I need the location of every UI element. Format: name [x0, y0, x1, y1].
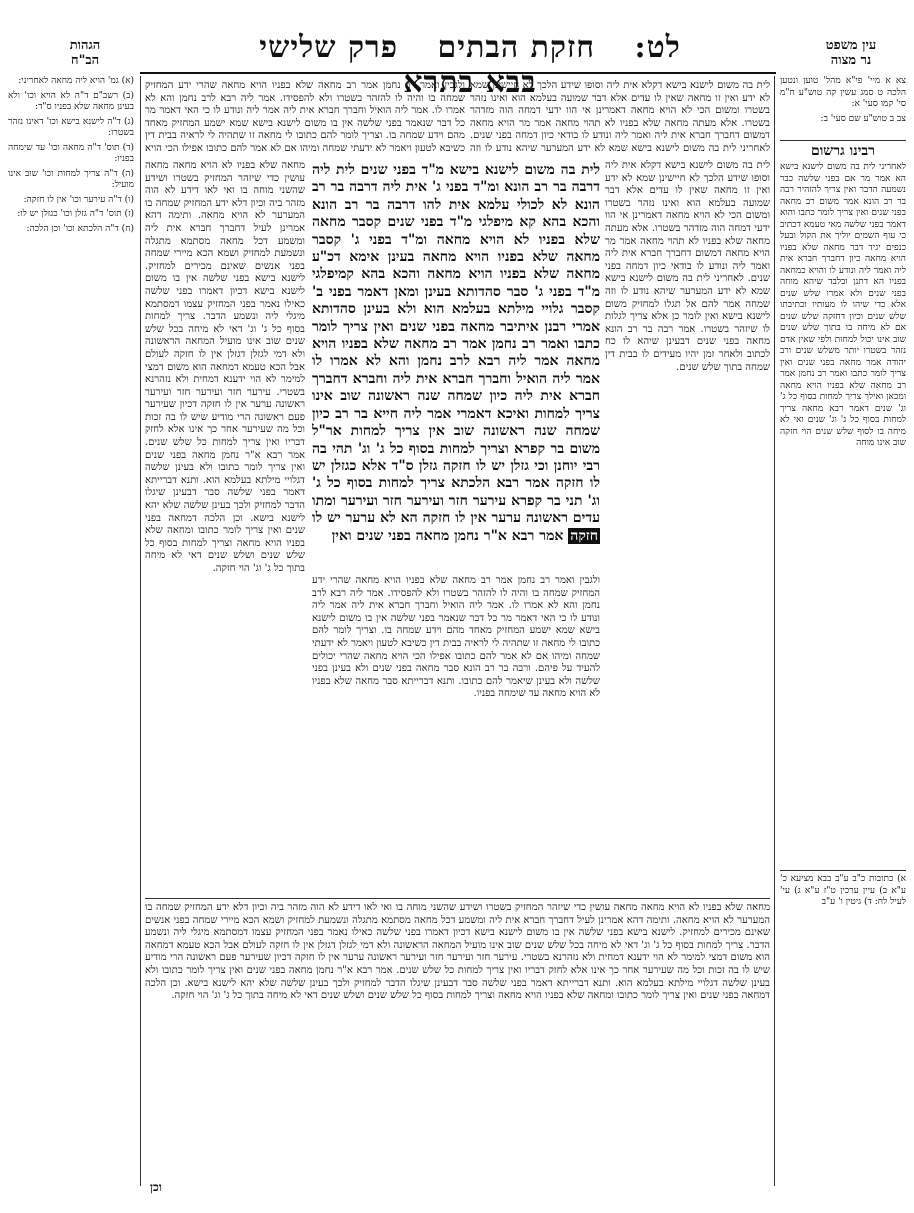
ein-mishpat [780, 76, 906, 136]
hagahot-entry: (ז) תוס' ד"ה גזלן וכו' כגזלן יש לו: [17, 209, 134, 219]
column-divider [140, 76, 141, 1186]
folio-number: לט: [634, 30, 681, 65]
catchword: וכן [150, 1180, 162, 1194]
rashbam-right-column: לית בה משום לישנא בישא דקלא אית ליה וסופו שידע הלכך לא חיישינן שמא לא ידע ואין זו מחאה שאין לו עדים אלא דבר שמועה בעלמא הוא ואינו נזהר בשטרו ומשום הכי לא הויא מחאה דאמרינן אי הוו ידעי דמחה הוה מזדהר בשטרו. אלא מעתה מחאה שלא בפניו לא תהוי מחאה אמר מר הויא מחאה דמשום דחברך חברא אית ליה ואמר ליה ונודע לו בודאי כיון דמחה בפני שנים. לאחריני לית בה משום לישנא בישא שמא לא ידע המערער שיהא נודע לו וזה שמחה אמר להם אל תגלו למחזיק משום לישנא בישא ואין לומר כן אלא צריך לגלות לו שיזהר בשטרו. אמר רבה בר רב הונא מחאה בפני שנים דבעינן שיהא לו כח לכתוב ולאחר זמן יהיו מעידים לו בבית דין שמחה בתוך שלש שנים. [605, 160, 770, 373]
rashbam-upper-left: ולגבין ואמר רב נחמן אמר רב מחאה שלא בפניו הויא מחאה שהרי ידע המחזיק שמחה בו והיה לו להזהר בשטרו ולא להפסידו. אמר ליה רבא לרב נחמן והא לא אמרו לו. אמר ליה הואיל וחברך חברא אית ליה אמר ליה ונודע לו כי האי דאמר מר כל דבר שנאמר בפני שלשה אין בו משום לישנא בישא שמא ישמע המחזיק מאחד מהם וידע שמחה בו. וצריך לומר להם כתובו לי מחאה זו שתהיה לי לראיה בבית דין כשיבא לטעון ויאמר לא ידעתי שמחה ומיהו אם לא אמר להם כתובו אפילו הכי הויא [145, 80, 465, 154]
hagahot-entry: (ח) ד"ה הלכתא וכו' וכן הלכה: [26, 223, 134, 234]
rashbam-upper-right: לית בה משום לישנא בישא דקלא אית ליה וסופו שידע הלכך לא חיישינן שמא לא ידע ואין זו מחאה שאין לו עדים אלא דבר שמועה בעלמא הוא ואינו נזהר בשטרו ומשום הכי לא הויא מחאה דאמרינן אי הוו ידעי דמחה הוה מזדהר בשטרו. אלא מעתה מחאה שלא בפניו לא תהוי מחאה אמר מר הויא מחאה דמשום דחברך חברא אית ליה ואמר ליה ונודע לו בודאי כיון דמחה בפני שנים. לאחריני לית בה משום לישנא בישא שמא לא ידע המערער שיהא נודע לו וזה [470, 80, 770, 154]
tosafot-bottom: מחאה שלא בפניו לא הויא מחאה מחאה עושין כדי שיזהר המחזיק בשטרו ושידע שהשני מוחה בו ואי לאו דידע לא הוה מזהר ביה וכיון דלא ידע המחזיק שמחה בו המערער לא הויא מחאה. ותימה דהא אמרינן לעיל דחברך חברא אית ליה ומשמע דכל מחאה מסתמא מתגלה ונשמעת למחזיק ושמא הכא מיירי שמחה בפני אנשים שאינם מכירים למחזיק. לישנא בישא בפני שלשה אין בו משום לישנא בישא דכיון דאמרו בפני שלשה כאילו נאמר בפני המחזיק עצמו דמסתמא מיגלי ליה ונשמע הדבר. צריך למחות בסוף כל ג' וג' דאי לא מיחה בכל שלש שנים שוב אינו מועיל המחאה הראשונה ולא דמי לגזלן דגזלן אין לו חזקה לעולם אבל הכא טעמא דמחאה הוא משום דמצי למימר לא הוי ידענא דמחית ולא נזהרנא בשטרי. עירער חזר ועירער חזר ועירער ראשונה ערער אין לו חזקה דכיון שעירער פעם ראשונה הרי מודיע שיש לו בה זכות וכל מה שעירער אחר כך אינו אלא לחזק דבריו ואין צריך למחות כל שלש שנים. אמר רבא א"ר נחמן מחאה בפני שנים ואין צריך לומר כתובו ולא בעינן שלשה דגלויי מילתא בעלמא הוא. ותנא דברייתא דאמר בפני שלשה סבר דבעינן שיגלו הדבר למחזיק ולכך בעינן שלשה שלא יהא לישנא בישא. וכן הלכה דמחאה בפני שנים ואין צריך לומר כתובו ומחאה שלא בפניו הויא מחאה וצריך למחות בסוף כל שלש שנים ושלש שנים דאי לא מיחה בתוך כל ג' וג' הוי חזקה. [145, 902, 770, 1002]
rabbenu-gershom-title: רבינו גרשום [810, 143, 876, 159]
hagahot-entry: (ה) ד"ה צריך למחות וכו' שוב אינו מועיל: [8, 168, 134, 190]
column-divider [774, 76, 775, 1186]
ein-mishpat-entry: צב ב טוש"ע שם סעי' ב: [820, 113, 906, 124]
hagahot-entry: (ד) תוס' ד"ה מחאה וכו' עד שימחה בפניו: [8, 142, 134, 164]
hagahot-list [8, 76, 134, 416]
hagahot-entry: (ו) ד"ה עירער וכו' אין לו חזקה: [23, 194, 134, 205]
tractate-name: בבא בתרא [403, 65, 537, 100]
tosafot-left-column: מחאה שלא בפניו לא הויא מחאה מחאה עושין כדי שיזהר המחזיק בשטרו ושידע שהשני מוחה בו ואי לאו דידע לא הוה מזהר ביה וכיון דלא ידע המחזיק שמחה בו המערער לא הויא מחאה. ותימה דהא אמרינן לעיל דחברך חברא אית ליה ומשמע דכל מחאה מסתמא מתגלה ונשמעת למחזיק ושמא הכא מיירי שמחה בפני אנשים שאינם מכירים למחזיק. לישנא בישא בפני שלשה אין בו משום לישנא בישא דכיון דאמרו בפני שלשה כאילו נאמר בפני המחזיק עצמו דמסתמא מיגלי ליה ונשמע הדבר. צריך למחות בסוף כל ג' וג' דאי לא מיחה בכל שלש שנים שוב אינו מועיל המחאה הראשונה ולא דמי לגזלן דגזלן אין לו חזקה לעולם אבל הכא טעמא דמחאה הוא משום דמצי למימר לא הוי ידענא דמחית ולא נזהרנא בשטרי. עירער חזר ועירער חזר ועירער ראשונה ערער אין לו חזקה דכיון שעירער פעם ראשונה הרי מודיע שיש לו בה זכות וכל מה שעירער אחר כך אינו אלא לחזק דבריו ואין צריך למחות כל שלש שנים. אמר רבא א"ר נחמן מחאה בפני שנים ואין צריך לומר כתובו ולא בעינן שלשה דגלויי מילתא בעלמא הוא. ותנא דברייתא דאמר בפני שלשה סבר דבעינן שיגלו הדבר למחזיק ולכך בעינן שלשה שלא יהא לישנא בישא. וכן הלכה דמחאה בפני שנים ואין צריך לומר כתובו ומחאה שלא בפניו הויא מחאה וצריך למחות בסוף כל שלש שנים ושלש שנים דאי לא מיחה בתוך כל ג' וג' הוי חזקה. [145, 160, 305, 574]
hagahot-title: הגהות הב"ח [69, 38, 101, 68]
divider [780, 140, 906, 141]
gemara-tail: אמר רבא א"ר נחמן מחאה בפני שנים ואין [331, 527, 564, 544]
margin-references: א) כתובות כ"ב ע"ב בבא מציעא כ' ע"א ב) עיין ערכין ט"ז ע"א ג) עי' לעיל לח: ד) גיטין ו' ע"ב [780, 874, 906, 907]
rashbam-under-gemara: ולגבין ואמר רב נחמן אמר רב מחאה שלא בפניו הויא מחאה שהרי ידע המחזיק שמחה בו והיה לו להזהר בשטרו ולא להפסידו. אמר ליה רבא לרב נחמן והא לא אמרו לו. אמר ליה הואיל וחברך חברא אית ליה אמר ליה ונודע לו כי האי דאמר מר כל דבר שנאמר בפני שלשה אין בו משום לישנא בישא שמא ישמע המחזיק מאחד מהם וידע שמחה בו. וצריך לומר להם כתובו לי מחאה זו שתהיה לי לראיה בבית דין כשיבא לטעון ויאמר לא ידעתי שמחה ומיהו אם לא אמר להם כתובו אפילו הכי הויא מחאה שהרי יכולים להעיד על פיהם. ורבה בר רב הונא סבר מחאה בפני שנים ולא בעינן בפני שלשה ולא בעינן שיאמר להם כתובו. ותנא דברייתא סבר מחאה שלא בפניו לא הויא מחאה עד שימחה בפניו. [312, 575, 600, 700]
highlighted-word: חזקה [570, 527, 598, 544]
hagahot-entry: (א) גמ' הויא ליה מחאה לאחריני: [18, 76, 134, 86]
hagahot-entry: (ג) ד"ה לישנא בישא וכו' דאינו נזהר בשטרו: [8, 116, 134, 138]
header-rule [140, 72, 776, 74]
gemara-body: לית בה משום לישנא בישא מ"ד בפני שנים לית ליה דרבה בר רב הונא ומ"ד בפני ג' אית ליה דרבה בר רב הונא לא לכולי עלמא אית להו דרבה בר רב הונא והכא בהא קא מיפלגי מ"ד בפני שנים קסבר מחאה שלא בפניו לא הויא מחאה ומ"ד בפני ג' קסבר מחאה שלא בפניו הויא מחאה בעינן אימא דכ"ע מחאה שלא בפניו הויא מחאה והכא בהא קמיפלגי מ"ד בפני ג' סבר סהדותא בעינן ומאן דאמר בפני ב' קסבר גלויי מילתא בעלמא הוא ולא בעינן סהדותא אמרי רבנן איתיבר מחאה בפני שנים ואין צריך לומר כתבו ואמר רב נחמן אמר רב מחאה שלא בפניו הויא מחאה אמר ליה רבא לרב נחמן והא לא אמרו לו אמר ליה הואיל וחברך חברא אית ליה וחברא דחברך חברא אית ליה כיון שמחה שנה ראשונה שוב אינו צריך למחות ואיכא דאמרי אמר ליה חייא בר רב כיון שמחה שנה ראשונה שוב אין צריך למחות אר"ל משום בר קפרא וצריך למחות בסוף כל ג' וג' תהי בה רבי יוחנן וכי גזלן יש לו חזקה גזלן ס"ד אלא כגזלן יש לו חזקה אמר רבא הלכתא צריך למחות בסוף כל ג' וג' תני בר קפרא עירער חזר ועירער חזר ועירער ומתו עדים ראשונה ערער אין לו חזקה הא לא ערער יש לו [312, 162, 600, 527]
chapter-number: פרק שלישי [259, 30, 399, 65]
gemara-text [312, 162, 600, 562]
ein-mishpat-title: עין משפט נר מצוה [825, 38, 877, 68]
chapter-name: חזקת הבתים [437, 30, 596, 65]
ein-mishpat-entry: צא א מיי' פי"א מהל' טוען ונטען הלכה ט סמג עשין קה טוש"ע ח"מ סי' קמו סעי' א: [780, 76, 906, 109]
divider [780, 870, 906, 871]
divider [145, 898, 770, 899]
hagahot-entry: (ב) רשב"ם ד"ה לא הויא וכו' ולא בעינן מחאה שלא בפניו ס"ד: [8, 90, 134, 112]
rabbenu-gershom-text: לאחריני לית בה משום לישנא בישא הא אמר מר אם בפני שלשה כבר נשמעה הדבר ואין צריך להזהיר רבה בר רב הונא אמר משום רב מחאה בפני שנים ואין צריך לומר כתבו והוא דאמר בפני שלשה מאי טעמא דכתיב כי עוף השמים יוליך את הקול ובעל כנפים יגיד דבר מחאה שלא בפניו הויא מחאה כיון דחברך חברא אית ליה ואמר ליה ונודע לו והויא כמחאה בפניו הא דתנן ובלבד שיהא מוחה בפני שנים ולא אמרו שלש שנים אלא כדי שיהו לו מעותיו וכתיבתו שלש שנים וכיון דחזקה שלש שנים אם לא מיחה בו בתוך שלש שנים שוב אינו יכול למחות ולפי שאין אדם נזהר בשטרו יותר משלש שנים ורב יהודה אמר מחאה בפני שנים ואין צריך לומר כתבו ואמר רב נחמן אמר רב מחאה שלא בפניו הויא מחאה ומכאן ואילך צריך למחות בסוף כל ג' וג' שנים דאמר רבא מחאה צריך למחות בסוף כל ג' וג' שנים ואי לא מיחה בו לסוף שלש שנים הוי חזקה שוב אינו מוחה [780, 162, 906, 448]
